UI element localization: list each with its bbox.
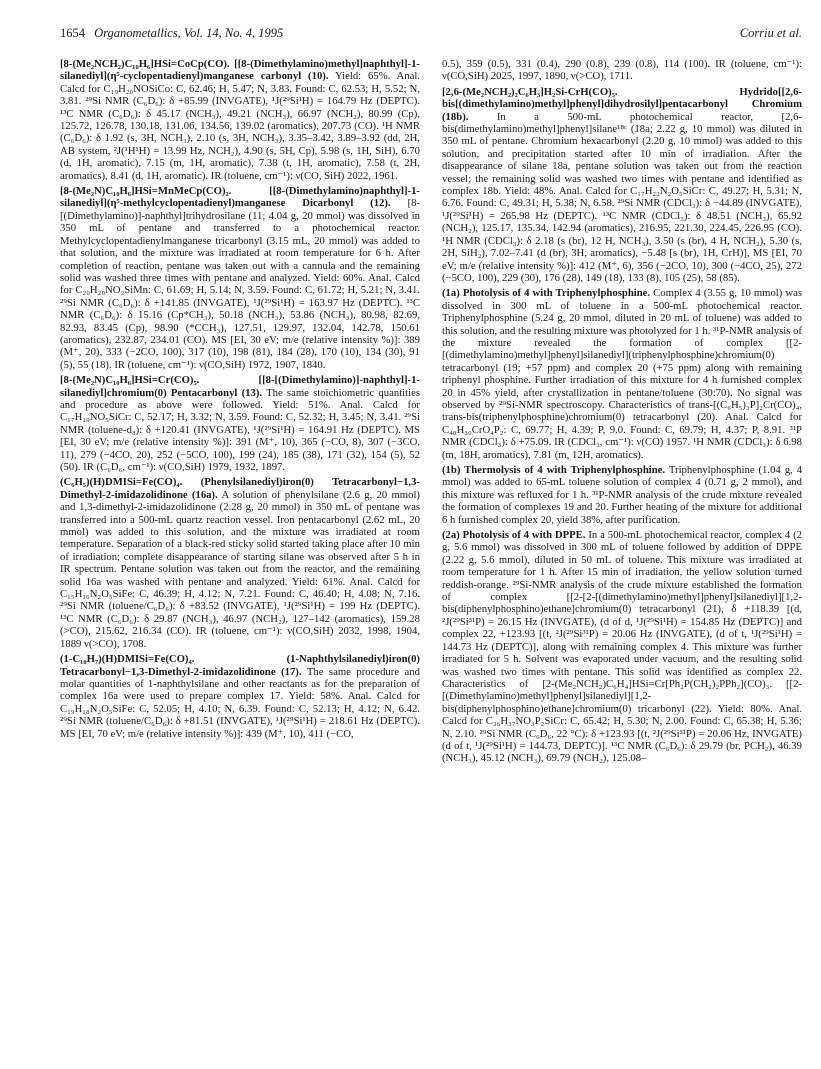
paragraph-body: Complex 4 (3.55 g, 10 mmol) was dissolved in 300 mL of toluene in a 500-mL photochemical reactor. Triphenylphosphine (5.24 g, 20 mmol, diluted in 20 mL of toluene) was added to this solution, and the resulting mixture was photolyzed for 1 h. ³¹P-NMR analysis of the mixture revealed the formation of complex [[2-[(dimethylamino)methyl]phenyl]silanediyl](triphenylphosphine)chromium(0) tetracarbonyl (19; +57 ppm) and complex 20 (+75 ppm) along with remaining triphenyl phosphine. Further irradiation of this mixture for 4 h furnished complex 20 in 45% yield, after crystallization in pentane/toluene (30:70). No signal was observed by ²⁹Si-NMR spectroscopy. Characteristics of trans-[(C₆H₅)₃P]₂Cr(CO)₄, trans-bis(triphenylphosphine)chromium(0) tetracarbonyl (20). Anal. Calcd for C₄₀H₃₀CrO₄P₂: C, 69.77; H, 4.39; P, 9.0. Found: C, 69.79; H, 4.37; P, 8.91. ³¹P NMR (CDCl₃): δ +75.09. IR (CDCl₃, cm⁻¹): ν(CO) 1957. ¹H NMR (CDCl₃): δ 6.98 (m, 18H, aromatics), 7.81 (m, 12H, aromatics). xyxy=(442,287,802,461)
paragraph-title: (1a) Photolysis of 4 with Triphenylphosphine. xyxy=(442,287,651,300)
paragraph xyxy=(442,529,802,765)
paragraph xyxy=(60,58,420,182)
paragraph-body: [8-[(Dimethylamino)]-naphthyl]trihydrosilane (11; 4.04 g, 20 mmol) was dissolved in 350 mL of pentane and transferred to a photochemical reactor. Methylcyclopentadienylmanganese tricarbonyl (3.15 mL, 20 mmol) was added to that solution, and the mixture was irradiated at room temperature for 6 h. After completion of reaction, pentane was taken out with a cannula and the remaining solid was washed three times with pentane and analyzed. Yield: 60%. Anal. Calcd for C₂₀H₂₀NO₂SiMn: C, 61.69; H, 5.14; N, 3.59. Found: C, 61.72; H, 5.21; N, 3.41. ²⁹Si NMR (C₆D₆): δ +141.85 (INVGATE), ¹J(²⁹Si¹H) = 163.97 Hz (DEPTC). ¹³C NMR (C₆D₆): δ 15.16 (Cp*CH₃), 50.18 (NCH₃), 53.86 (NCH₃), 80.98, 82.69, 82.93, 83.45 (Cp), 98.90 (*CCH₃), 127.51, 129.97, 132.04, 142.78, 150.61 (aromatics), 232.87, 234.01 (CO). MS [EI, 30 eV; m/e (relative intensity %)]: 389 (M⁺, 20), 333 (−2CO, 100), 317 (10), 198 (81), 184 (28), 170 (10), 134 (30), 91 (5), 55 (18). IR (toluene, cm⁻¹): ν(CO,SiH) 1972, 1907, 1840. xyxy=(60,197,420,371)
paragraph-body: In a 500-mL photochemical reactor, [2,6-bis(dimethylamino)methyl]phenyl]silane¹⁸ᶜ (18a; 2.22 g, 10 mmol) was diluted in 350 mL of pentane. Chromium hexacarbonyl (2.20 g, 10 mmol) was added to this solution, and precipitation started after 10 min of irradiation. After the disappearance of silane 18a, pentane solution was taken out from the reaction vessel; the remaining solid was washed two times with pentane and identified as complex 18b. Yield: 48%. Anal. Calcd for C₁₇H₂₂N₂O₅SiCr: C, 49.27; H, 5.31; N, 6.76. Found: C, 49.31; H, 5.38; N, 6.58. ²⁹Si NMR (CDCl₃): δ −44.89 (INVGATE), ¹J(²⁹Si¹H) = 265.98 Hz (DEPTC). ¹³C NMR (CDCl₃): δ 48.51 (NCH₃), 65.92 (NCH₂), 125.17, 135.34, 142.94 (aromatics), 216.95, 221.30, 224.45, 226.95 (CO). ¹H NMR (CDCl₃): δ 2.18 (s (br), 12 H, NCH₃), 3.50 (s (br), 4 H, NCH₂), 5.30 (s, 2H, SiH₂), 7.02–7.41 (d (br), 3H, aromatics), −5.48 [s (br), 1H, CrH)], MS [EI, 70 eV; m/e (relative intensity %)]: 412 (M⁺, 6), 356 (−2CO, 10), 300 (−4CO, 25), 272 (−5CO, 100), 229 (30), 176 (28), 149 (18), 133 (8), 105 (25), 58 (85). xyxy=(442,110,802,284)
paragraph xyxy=(442,86,802,285)
paragraph xyxy=(60,476,420,650)
paragraph-title: [2,6-(Me₂NCH₂)₂C₆H₃]H₂Si-CrH(CO)₅. Hydrido[[2,6-bis[(dimethylamino)methyl]phenyl]dihydrosilyl]pentacarbonyl Chromium (18b). xyxy=(442,85,802,123)
left-column xyxy=(60,58,420,1058)
paragraph xyxy=(60,374,420,473)
paragraph-body: A solution of phenylsilane (2.6 g, 20 mmol) and 1,3-dimethyl-2-imidazolidinone (2.28 g, 20 mmol) in 350 mL of pentane was transferred into a 500-mL quartz reaction vessel. Iron pentacarbonyl (2.62 mL, 20 mmol) was added to this solution, and the mixture was irradiated at room temperature. Separation of a black-red sticky solid started taking place after 10 min of irradiation; complete disappearance of starting silane was observed after 5 h in IR spectrum. Pentane solution was taken out from the reactor, and the remaining solid 16a was washed with pentane and analyzed. Yield: 61%. Anal. Calcd for C₁₅H₁₆N₂O₅SiFe: C, 46.39; H, 4.12; N, 7.21. Found: C, 46.40; H, 4.08; N, 7.16. ²⁹Si NMR (toluene/C₆D₆): δ +83.52 (INVGATE), ¹J(²⁹Si¹H) = 199 Hz (DEPTC). ¹³C NMR (C₆D₆): δ 29.87 (NCH₃), 46.97 (NCH₂), 127–142 (aromatics), 159.28 (>CO), 215.62, 216.34 (CO). IR (toluene, cm⁻¹): ν(CO,SiH) 2032, 1998, 1904, 1889 ν(>CO), 1708. xyxy=(60,488,420,650)
paragraph-title: [8-(Me₂N)C₁₀H₆]HSi=Cr(CO)₅. [[8-[(Dimethylamino)]-naphthyl]-1-silanediyl]chromium(0) Pentacarbonyl (13). xyxy=(60,374,420,399)
header-authors: Corriu et al. xyxy=(739,26,802,40)
paragraph-body: The same stoichiometric quantities and procedure as above were followed. Yield: 51%. Anal. Calcd for C₁₇H₁₉NO₅SiCr: C, 52.17; H, 3.32; N, 3.59. Found: C, 52.32; H, 3.45; N, 3.41. ²⁹Si NMR (toluene-d₈): δ +120.41 (INVGATE), ¹J(²⁹Si¹H) = 164.91 Hz (DEPTC). MS [EI, 30 eV; m/e (relative intensity %)]: 391 (M⁺, 10), 365 (−CO, 8), 307 (−3CO, 11), 279 (−4CO, 20), 252 (−5CO, 100), 199 (24), 185 (38), 171 (32), 154 (5), 52 (50). IR (C₆D₆, cm⁻¹): ν(CO,SiH) 1979, 1932, 1897. xyxy=(60,386,420,473)
paragraph-title: (C₆H₅)(H)DMISi=Fe(CO)₄. (Phenylsilanediyl)iron(0) Tetracarbonyl−1,3-Dimethyl-2-imidazolidinone (16a). xyxy=(60,476,420,501)
paragraph-body: Yield: 65%. Anal. Calcd for C₁₉H₂₀NOSiCo: C, 62.46; H, 5.47; N, 3.83. Found: C, 62.53; H, 5.52; N, 3.81. ²⁹Si NMR (C₆D₆): δ +85.99 (INVGATE), ¹J(²⁹Si¹H) = 164.79 Hz (DEPTC). ¹³C NMR (C₆D₆): δ 45.17 (NCH₃), 49.21 (NCH₃), 66.97 (NCH₂), 80.99 (Cp), 125.72, 126.78, 130.18, 131.06, 134.56, 139.02 (aromatics), 207.73 (CO). ¹H NMR (C₆D₆): δ 1.92 (s, 3H, NCH₃), 2.10 (s, 3H, NCH₃), 3.35–3.42, 3.89–3.92 (dd, 2H, AB system, ²J(¹H¹H) = 13.99 Hz, NCH₂), 4.90 (s, 5H, Cp), 5.98 (s, 1H, SiH), 6.70 (d, 1H, aromatic), 7.15 (m, 1H, aromatic), 7.38 (t, 1H, aromatic), 7.58 (t, 2H, aromatics), 8.41 (d, 1H, aromatic). IR (toluene, cm⁻¹): ν(CO, SiH) 2022, 1961. xyxy=(60,70,420,182)
paragraph-title: (1b) Thermolysis of 4 with Triphenylphosphine. xyxy=(442,464,666,476)
journal-citation: Organometallics, Vol. 14, No. 4, 1995 xyxy=(94,26,284,40)
paragraph-title: (1-C₁₀H₇)(H)DMISi=Fe(CO)₄. (1-Naphthylsilanediyl)iron(0) Tetracarbonyl−1,3-Dimethyl-2-imidazolidinone (17). xyxy=(60,653,420,678)
running-header xyxy=(60,26,802,46)
paragraph xyxy=(60,653,420,740)
paragraph xyxy=(442,287,802,461)
right-column xyxy=(442,58,802,1058)
paragraph-body: Triphenylphosphine (1.04 g, 4 mmol) was added to 65-mL toluene solution of complex 4 (0.71 g, 2 mmol), and this mixture was refluxed for 1 h. ³¹P-NMR analysis of the crude mixture revealed the formation of complexes 19 and 20. Further heating of the mixture for additional 6 h furnished complex 20, yield 38%, after purification. xyxy=(442,464,802,526)
paragraph-body: In a 500-mL photochemical reactor, complex 4 (2 g, 5.6 mmol) was dissolved in 300 mL of toluene followed by addition of DPPE (2.22 g, 5.6 mmol), diluted in 50 mL of toluene. This mixture was irradiated at room temperature for 1 h. After 15 min of irradiation, the yellow solution turned reddish-orange. ²⁹Si-NMR analysis of the crude mixture established the formation of complex [[2-[2-[(dimethylamino)methyl]phenyl]silanediyl][1,2-bis(diphenylphosphino)ethane]chromium(0) tetracarbonyl (21), δ +118.39 [(d, ²J(²⁹Si³¹P) = 26.15 Hz (INVGATE), (d of d, ¹J(²⁹Si¹H) = 154.85 Hz (DEPTC)] and complex 22, +123.93 [(t, ²J(²⁹Si³¹P) = 20.06 Hz (INVGATE), (d of t, ¹J(²⁹Si¹H) = 144.73 Hz (DEPTC)], along with remaining complex 4. This mixture was further irradiated for 5 h. Solvent was evaporated under vacuum, and the resulting solid was washed two times with pentane. This solid was identified as complex 22. Characteristics of [2-(Me₂NCH₂)C₆H₄]HSi=Cr[Ph₂P(CH₂)₂PPh₂](CO)₃. [[2-[(Dimethylamino)methyl]phenyl]silanediyl][1,2-bis(diphenylphosphino)ethane]chromium(0) tricarbonyl (22). Yield: 80%. Anal. Calcd for C₃₆H₃₇NO₃P₂SiCr: C, 65.42; H, 5.30; N, 2.00. Found: C, 65.38; H, 5.36; N, 2.10. ²⁹Si NMR (C₆D₆, 22 °C): δ +123.93 [(t, ²J(²⁹Si³¹P) = 20.06 Hz, INVGATE) (d of t, ¹J(²⁹Si¹H) = 144.73, DEPTC)]. ¹³C NMR (C₆D₆): δ 29.79 (br, PCH₂), 46.39 (NCH₃), 45.12 (NCH₃), 69.79 (NCH₂), 125.08– xyxy=(442,529,802,765)
paragraph-body: 0.5), 359 (0.5), 331 (0.4), 290 (0.8), 239 (0.8), 114 (100). IR (toluene, cm⁻¹): ν(CO,SiH) 2025, 1997, 1890, ν(>CO), 1711. xyxy=(442,58,802,83)
journal-page xyxy=(60,26,802,1056)
paragraph-body: The same procedure and molar quantities of 1-naphthylsilane and other reactants as for the preparation of complex 16a were used to prepare complex 17. Yield: 58%. Anal. Calcd for C₁₉H₁₈N₂O₅SiFe: C, 52.05; H, 4.10; N, 6.39. Found: C, 52.13; H, 4.12; N, 6.42. ²⁹Si NMR (toluene/C₆D₆): δ +81.51 (INVGATE), ¹J(²⁹Si¹H) = 218.61 Hz (DEPTC). MS [EI, 70 eV; m/e (relative intensity %)]: 439 (M⁺, 10), 411 (−CO, xyxy=(60,665,420,740)
header-left xyxy=(60,26,283,41)
paragraph-title: [8-(Me₂N)C₁₀H₆]HSi=MnMeCp(CO)₂. [[8-(Dimethylamino)naphthyl]-1-silanediyl](η⁵-methylcyclopentadienyl)manganese Dicarbonyl (12). xyxy=(60,185,420,210)
page-number: 1654 xyxy=(60,26,85,40)
text-columns xyxy=(60,58,802,1058)
paragraph-title: [8-(Me₂NCH₂)C₁₀H₆]HSi=CoCp(CO). [[8-(Dimethylamino)methyl]naphthyl]-1-silanediyl](η⁵-cyclopentadienyl)manganese carbonyl (10). xyxy=(60,58,420,83)
paragraph-continued xyxy=(442,58,802,83)
paragraph xyxy=(442,464,802,526)
paragraph-title: (2a) Photolysis of 4 with DPPE. xyxy=(442,529,586,542)
paragraph xyxy=(60,185,420,371)
